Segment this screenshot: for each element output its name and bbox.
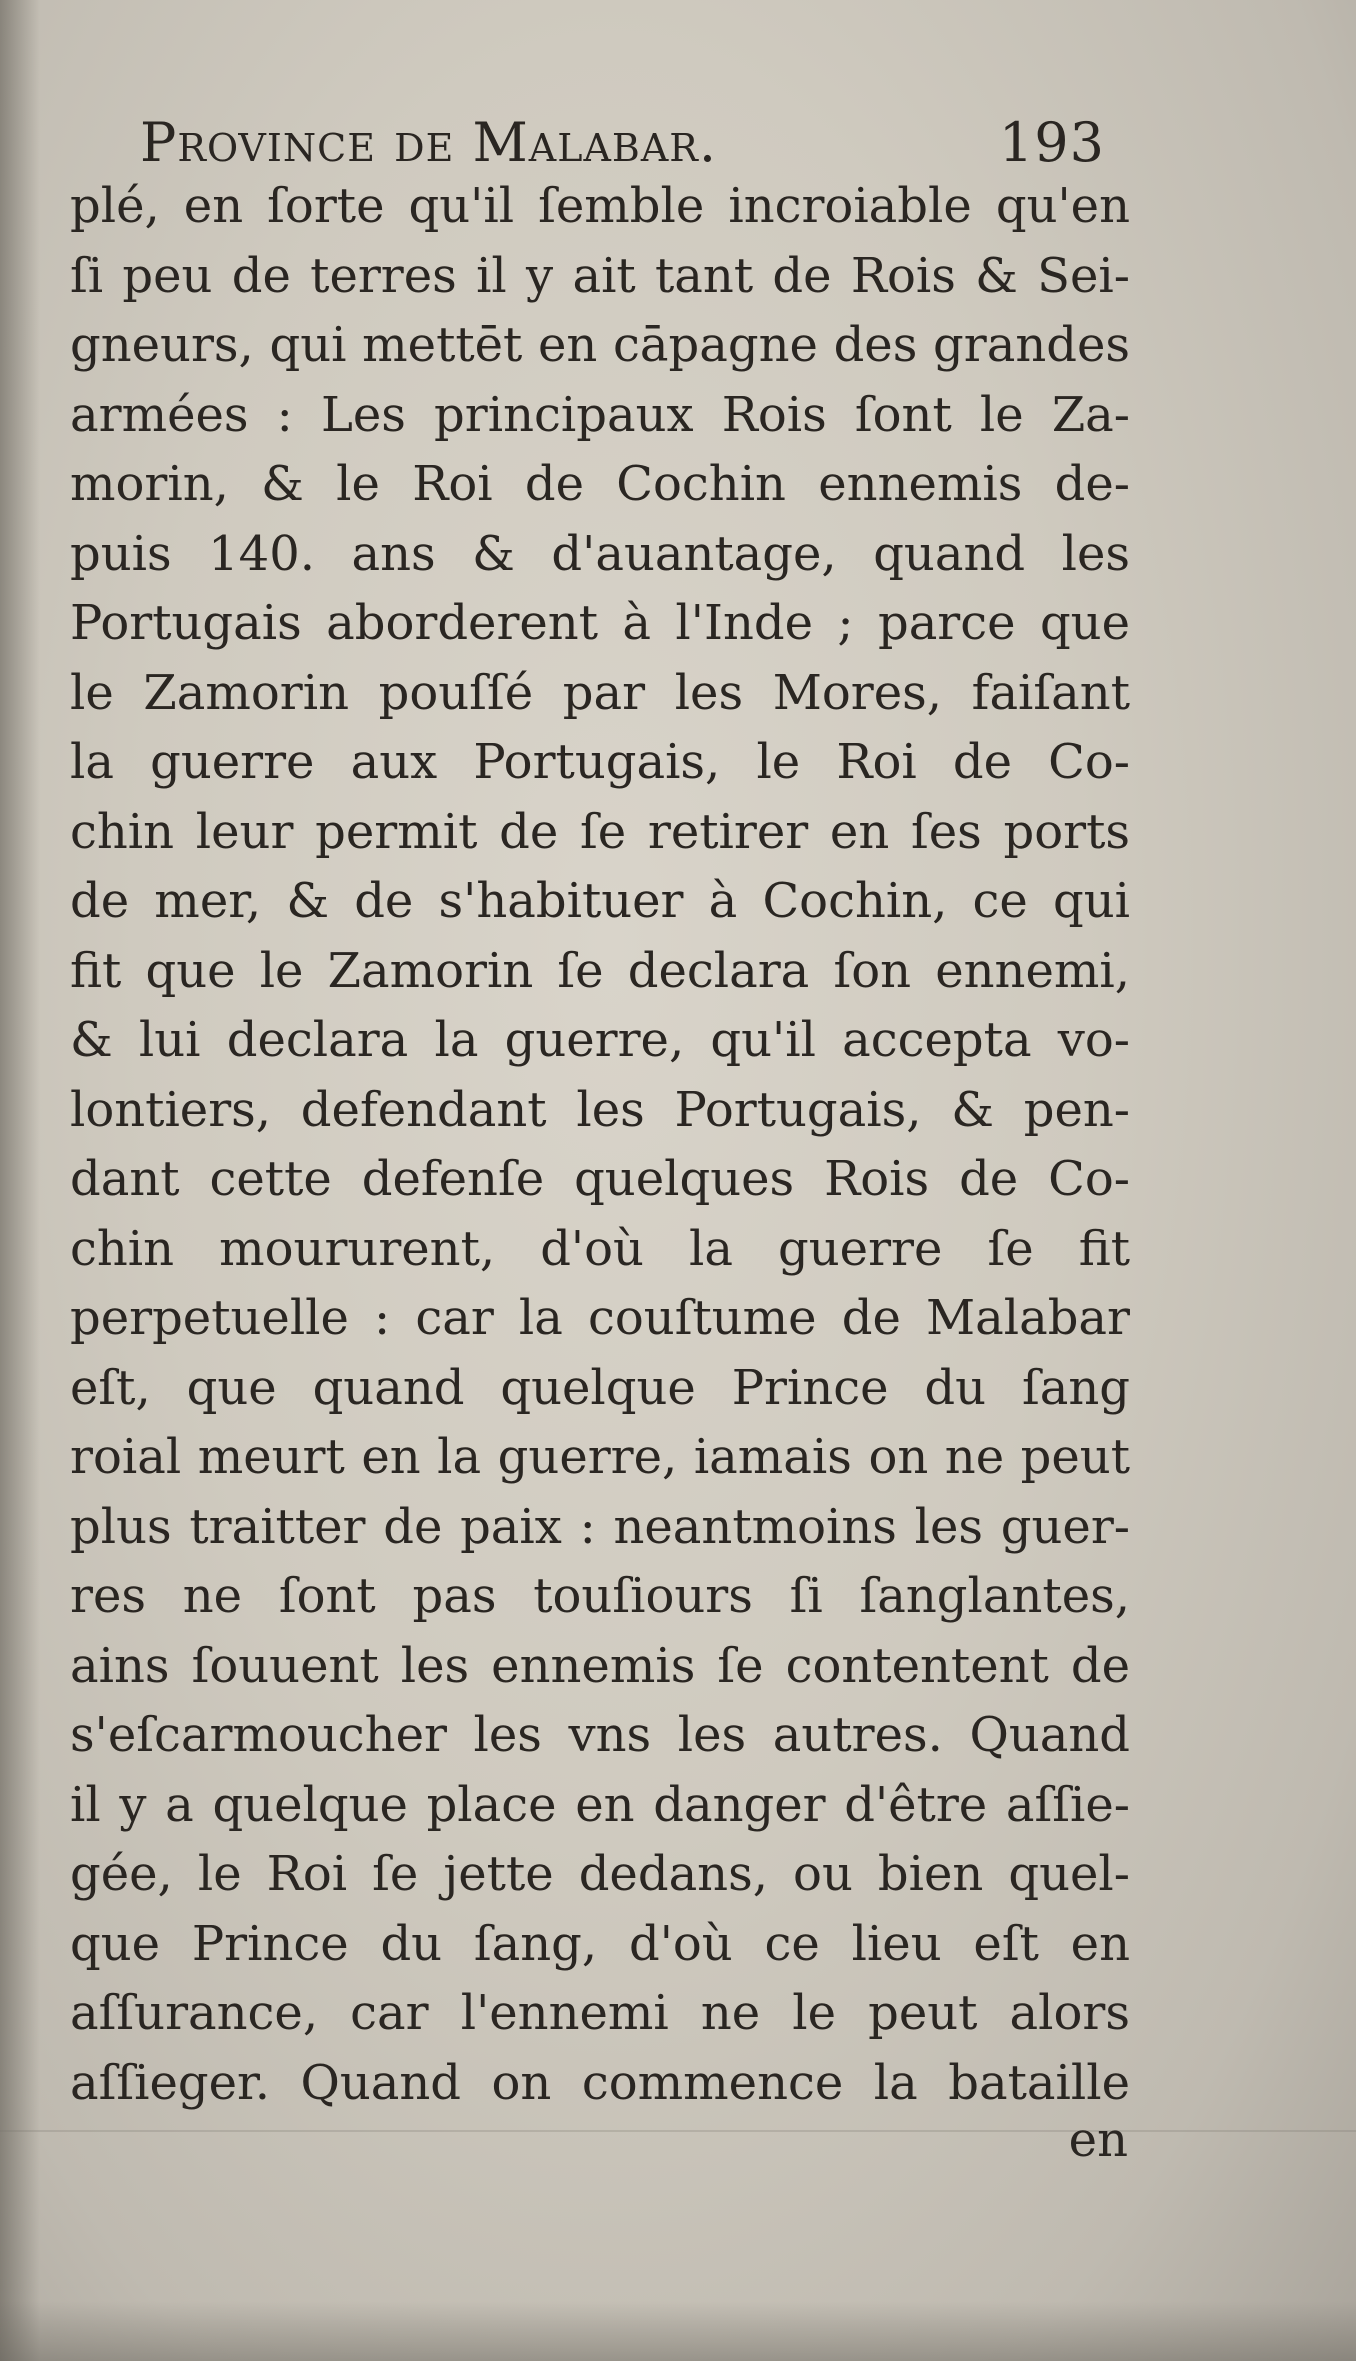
- text-line: plé, en ſorte qu'il ſemble incroiable qu'en: [70, 178, 1130, 234]
- text-line: lontiers, defendant les Portugais, & pen-: [70, 1081, 1130, 1138]
- text-line: il y a quelque place en danger d'être aſſie-: [70, 1776, 1130, 1833]
- page-bottom-shadow: [0, 2301, 1356, 2361]
- text-line: ains ſouuent les ennemis ſe contentent de: [70, 1637, 1130, 1694]
- text-line: dant cette defenſe quelques Rois de Co-: [70, 1151, 1130, 1207]
- text-line: gée, le Roi ſe jette dedans, ou bien quel-: [70, 1846, 1130, 1902]
- text-line: roial meurt en la guerre, iamais on ne peut: [70, 1429, 1130, 1485]
- text-line: fit que le Zamorin ſe declara ſon ennemi,: [70, 942, 1130, 999]
- text-line: chin leur permit de ſe retirer en ſes ports: [70, 803, 1130, 860]
- text-line: aſſurance, car l'ennemi ne le peut alors: [70, 1985, 1130, 2041]
- text-line: armées : Les principaux Rois ſont le Za-: [70, 386, 1130, 443]
- text-line: Portugais aborderent à l'Inde ; parce que: [70, 595, 1130, 651]
- catchword: en: [1068, 2112, 1128, 2168]
- text-line: morin, & le Roi de Cochin ennemis de-: [70, 456, 1130, 512]
- text-line: chin moururent, d'où la guerre ſe fit: [70, 1220, 1130, 1277]
- page-edge-shadow: [0, 0, 40, 2361]
- text-line: ſi peu de terres il y ait tant de Rois & Sei-: [70, 247, 1130, 304]
- text-line: le Zamorin pouſſé par les Mores, faiſant: [70, 664, 1130, 721]
- text-line: aſſieger. Quand on commence la bataille: [70, 2054, 1130, 2111]
- page-number: 193: [998, 111, 1105, 174]
- text-line: gneurs, qui mettēt en cāpagne des grandes: [70, 317, 1130, 373]
- running-head-title: Province de Malabar.: [140, 111, 718, 174]
- text-line: plus traitter de paix : neantmoins les guer-: [70, 1498, 1130, 1555]
- text-line: la guerre aux Portugais, le Roi de Co-: [70, 734, 1130, 790]
- text-line: que Prince du ſang, d'où ce lieu eſt en: [70, 1915, 1130, 1972]
- text-line: eſt, que quand quelque Prince du ſang: [70, 1359, 1130, 1416]
- text-line: perpetuelle : car la couſtume de Malabar: [70, 1290, 1130, 1346]
- text-line: de mer, & de s'habituer à Cochin, ce qui: [70, 873, 1130, 929]
- text-line: puis 140. ans & d'auantage, quand les: [70, 525, 1130, 582]
- text-line: s'eſcarmoucher les vns les autres. Quand: [70, 1707, 1130, 1763]
- running-head: [140, 108, 1105, 178]
- text-line: res ne ſont pas touſiours ſi ſanglantes,: [70, 1568, 1130, 1624]
- paper-crease: [0, 2130, 1356, 2132]
- body-text: [70, 172, 1130, 2118]
- text-line: & lui declara la guerre, qu'il accepta vo-: [70, 1012, 1130, 1068]
